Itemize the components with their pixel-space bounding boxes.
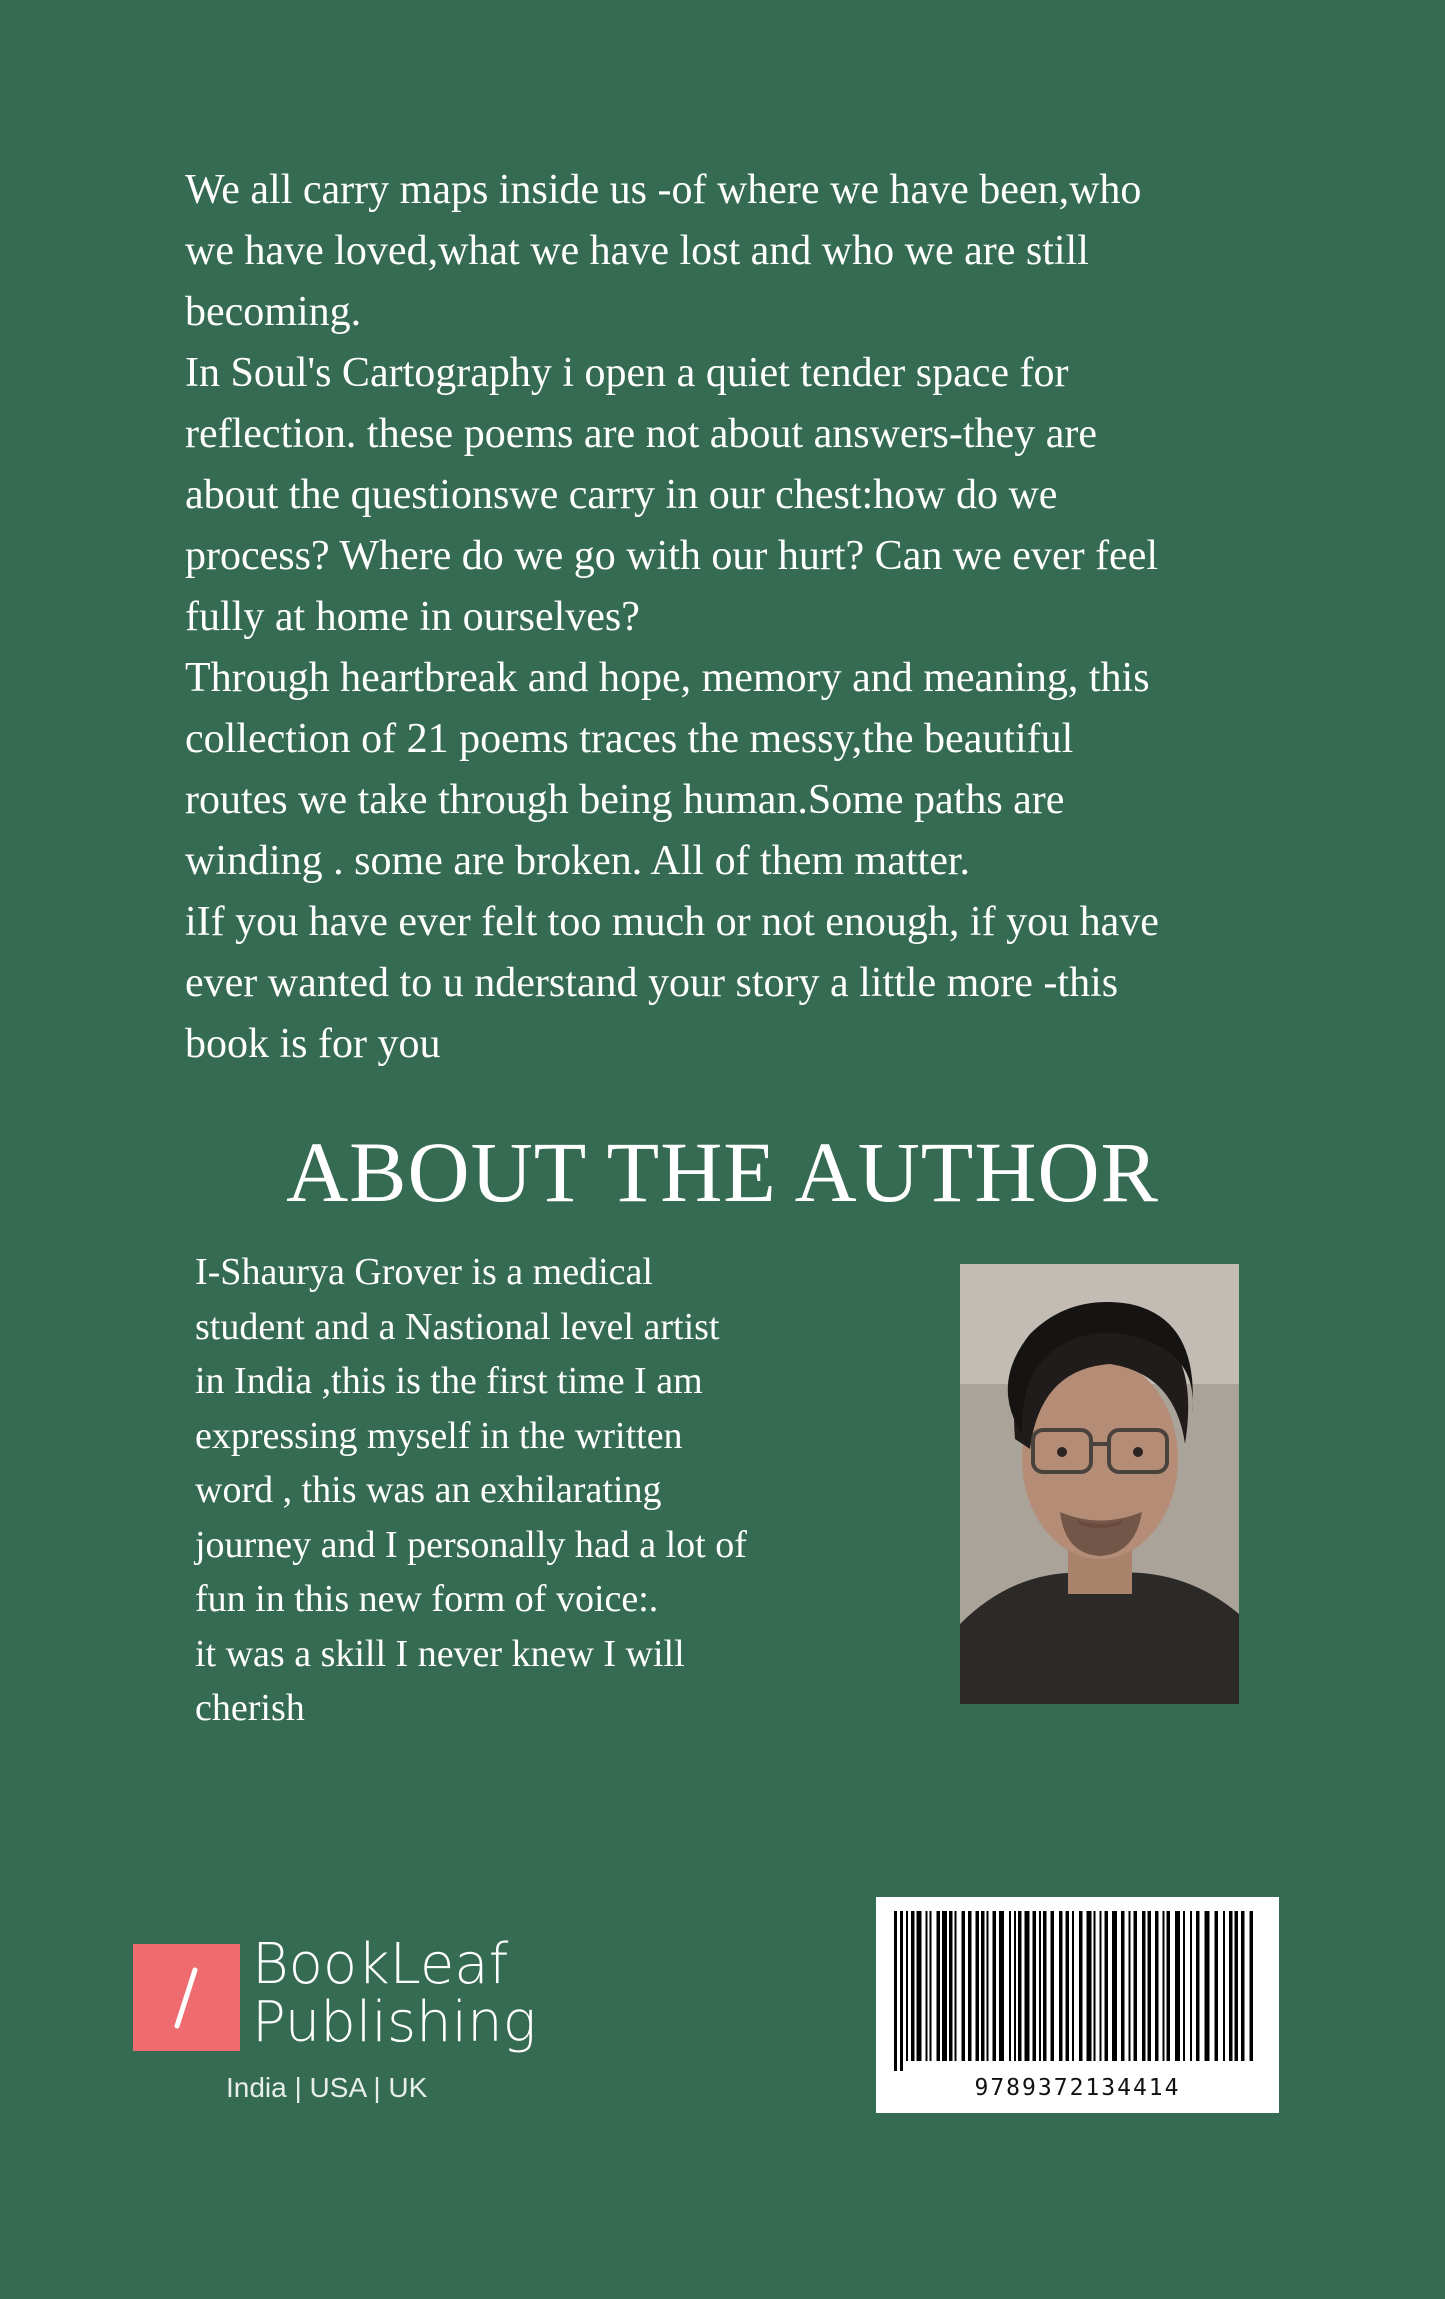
barcode-bar bbox=[1155, 1911, 1159, 2061]
barcode-bar bbox=[968, 1911, 972, 2061]
barcode-bar bbox=[1072, 1911, 1074, 2061]
barcode-bar bbox=[1066, 1911, 1070, 2061]
barcode-bar bbox=[1043, 1911, 1047, 2061]
barcode-bar bbox=[955, 1911, 957, 2061]
barcode-bar bbox=[1033, 1911, 1037, 2061]
barcode-bar bbox=[937, 1911, 941, 2061]
blurb-paragraph: We all carry maps inside us -of where we have been,who we have loved,what we have lost and who we are still becoming. bbox=[185, 167, 1142, 335]
barcode-bar bbox=[1112, 1911, 1117, 2061]
barcode-bar bbox=[1039, 1911, 1041, 2061]
author-photo bbox=[960, 1264, 1239, 1704]
barcode-bar bbox=[1105, 1911, 1109, 2061]
barcode-bar bbox=[993, 1911, 997, 2061]
barcode-bar bbox=[1148, 1911, 1152, 2061]
barcode-bar bbox=[1009, 1911, 1011, 2061]
barcode-bar bbox=[917, 1911, 922, 2061]
barcode-bar bbox=[1129, 1911, 1131, 2061]
barcode-bar bbox=[999, 1911, 1004, 2061]
publisher-regions: India | USA | UK bbox=[226, 2072, 428, 2103]
publisher-logo-icon bbox=[133, 1944, 240, 2051]
barcode-bar bbox=[1014, 1911, 1016, 2061]
barcode-bar bbox=[1183, 1911, 1185, 2061]
barcode-bar bbox=[894, 1911, 897, 2071]
barcode-bar bbox=[1100, 1911, 1102, 2061]
barcode-bar bbox=[1079, 1911, 1083, 2061]
barcode-bar bbox=[1229, 1911, 1233, 2061]
barcode-bar bbox=[1175, 1911, 1180, 2061]
barcode-bar bbox=[1167, 1911, 1171, 2061]
barcode-bar bbox=[1235, 1911, 1239, 2061]
barcode-bar bbox=[949, 1911, 953, 2061]
about-author-heading: ABOUT THE AUTHOR bbox=[286, 1124, 1159, 1220]
barcode-bar bbox=[987, 1911, 989, 2061]
blurb-paragraph: In Soul's Cartography i open a quiet tender space for reflection. these poems are not about answers-they are about the questionswe carry in our chest:how do we process? Where do we go with our hurt? Can we ever feel fully at home in ourselves? bbox=[185, 350, 1159, 640]
barcode-bar bbox=[1190, 1911, 1192, 2061]
barcode-bar bbox=[1250, 1911, 1254, 2061]
barcode-bar bbox=[911, 1911, 915, 2061]
barcode-bar bbox=[1087, 1911, 1092, 2061]
blurb-paragraph: Through heartbreak and hope, memory and meaning, this collection of 21 poems traces the messy,the beautiful routes we take through being human.Some paths are winding . some are broken. All of them matter. bbox=[185, 655, 1150, 884]
barcode-bar bbox=[900, 1911, 903, 2071]
barcode-bar bbox=[1025, 1911, 1030, 2061]
barcode-bar bbox=[962, 1911, 966, 2061]
barcode-bar bbox=[1205, 1911, 1210, 2061]
barcode-bar bbox=[1094, 1911, 1096, 2061]
barcode-bar bbox=[976, 1911, 980, 2061]
author-bio: I-Shaurya Grover is a medical student and a Nastional level artist in India ,this is the first time I am expressing myself in the written word , this was an exhilarating journey and I personally had a lot of fun in this new form of voice:. it was a skill I never knew I will cherish bbox=[195, 1251, 747, 1729]
barcode-bar bbox=[1134, 1911, 1138, 2061]
barcode-bar bbox=[942, 1911, 947, 2061]
barcode-bar bbox=[930, 1911, 932, 2061]
barcode-bars bbox=[892, 1911, 1262, 2071]
isbn-barcode bbox=[876, 1897, 1279, 2113]
barcode-bar bbox=[1051, 1911, 1055, 2061]
barcode-bar bbox=[1223, 1911, 1225, 2061]
publisher-name: BookLeaf Publishing bbox=[252, 1932, 537, 2055]
back-cover-blurb bbox=[185, 160, 1295, 1075]
barcode-bar bbox=[1196, 1911, 1200, 2061]
barcode-bar bbox=[1142, 1911, 1146, 2061]
barcode-bar bbox=[906, 1911, 908, 2061]
barcode-bar bbox=[1059, 1911, 1063, 2061]
barcode-bar bbox=[1163, 1911, 1165, 2061]
barcode-bar bbox=[926, 1911, 928, 2061]
barcode-bar bbox=[981, 1911, 985, 2061]
blurb-paragraph: iIf you have ever felt too much or not enough, if you have ever wanted to u nderstand your story a little more -this book is for you bbox=[185, 899, 1159, 1067]
barcode-bar bbox=[1241, 1911, 1245, 2061]
barcode-bar bbox=[1018, 1911, 1022, 2061]
barcode-bar bbox=[1121, 1911, 1125, 2061]
isbn-number: 9789372134414 bbox=[974, 2075, 1181, 2101]
barcode-bar bbox=[1215, 1911, 1219, 2061]
